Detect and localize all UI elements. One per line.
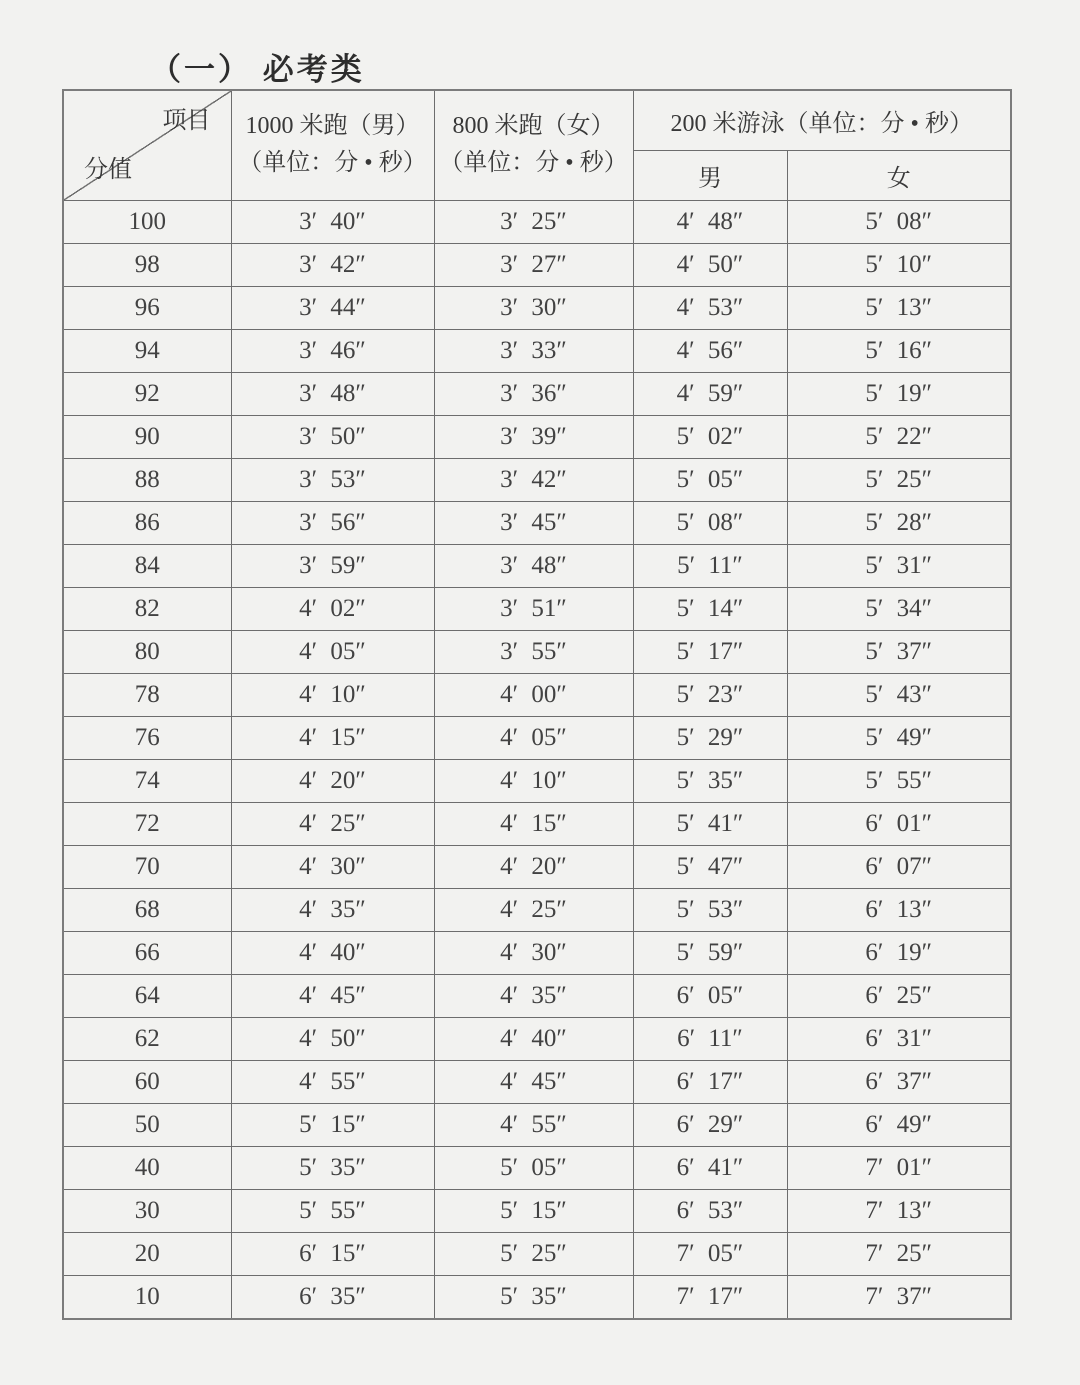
table-body: [63, 200, 1011, 1319]
table-row: [63, 200, 1011, 243]
time-800m-cell: 5′ 05″: [434, 1146, 633, 1189]
time-swim-female-cell: 6′ 13″: [787, 888, 1011, 931]
header-swim-male: 男: [633, 150, 787, 200]
time-swim-female-cell: 6′ 01″: [787, 802, 1011, 845]
score-cell: 30: [63, 1189, 231, 1232]
table-row: [63, 1103, 1011, 1146]
time-swim-male-cell: 5′ 41″: [633, 802, 787, 845]
table-row: [63, 1017, 1011, 1060]
time-800m-cell: 3′ 30″: [434, 286, 633, 329]
time-1000m-cell: 3′ 56″: [231, 501, 434, 544]
time-swim-male-cell: 4′ 53″: [633, 286, 787, 329]
score-cell: 96: [63, 286, 231, 329]
score-cell: 64: [63, 974, 231, 1017]
time-1000m-cell: 3′ 59″: [231, 544, 434, 587]
score-cell: 62: [63, 1017, 231, 1060]
time-swim-male-cell: 5′ 29″: [633, 716, 787, 759]
time-swim-female-cell: 5′ 16″: [787, 329, 1011, 372]
table-row: [63, 544, 1011, 587]
time-1000m-cell: 4′ 35″: [231, 888, 434, 931]
time-800m-cell: 4′ 05″: [434, 716, 633, 759]
time-swim-male-cell: 6′ 17″: [633, 1060, 787, 1103]
page-title: （一） 必考类: [150, 52, 365, 87]
time-swim-female-cell: 7′ 37″: [787, 1275, 1011, 1319]
table-row: [63, 1232, 1011, 1275]
table-header: [63, 90, 1011, 200]
time-1000m-cell: 3′ 48″: [231, 372, 434, 415]
time-1000m-cell: 3′ 53″: [231, 458, 434, 501]
time-swim-male-cell: 4′ 59″: [633, 372, 787, 415]
time-swim-female-cell: 6′ 19″: [787, 931, 1011, 974]
time-1000m-cell: 3′ 40″: [231, 200, 434, 243]
score-cell: 72: [63, 802, 231, 845]
time-800m-cell: 3′ 27″: [434, 243, 633, 286]
time-1000m-cell: 4′ 20″: [231, 759, 434, 802]
header-1000m-line1: 1000 米跑（男）: [245, 113, 420, 140]
header-200m-swim: 200 米游泳（单位：分 • 秒）: [633, 90, 1011, 150]
table-row: [63, 802, 1011, 845]
time-swim-male-cell: 6′ 29″: [633, 1103, 787, 1146]
time-swim-male-cell: 4′ 48″: [633, 200, 787, 243]
score-cell: 94: [63, 329, 231, 372]
time-swim-female-cell: 5′ 31″: [787, 544, 1011, 587]
time-800m-cell: 3′ 55″: [434, 630, 633, 673]
time-1000m-cell: 3′ 50″: [231, 415, 434, 458]
corner-header-cell: [63, 90, 231, 200]
time-800m-cell: 5′ 35″: [434, 1275, 633, 1319]
time-800m-cell: 4′ 00″: [434, 673, 633, 716]
time-800m-cell: 5′ 15″: [434, 1189, 633, 1232]
score-cell: 98: [63, 243, 231, 286]
time-1000m-cell: 6′ 15″: [231, 1232, 434, 1275]
time-swim-male-cell: 7′ 05″: [633, 1232, 787, 1275]
score-cell: 40: [63, 1146, 231, 1189]
time-swim-female-cell: 5′ 22″: [787, 415, 1011, 458]
time-800m-cell: 3′ 48″: [434, 544, 633, 587]
time-swim-male-cell: 5′ 05″: [633, 458, 787, 501]
table-row: [63, 243, 1011, 286]
header-1000m-line2: （单位：分 • 秒）: [238, 150, 427, 177]
time-swim-female-cell: 5′ 49″: [787, 716, 1011, 759]
time-swim-male-cell: 5′ 59″: [633, 931, 787, 974]
score-cell: 78: [63, 673, 231, 716]
time-swim-male-cell: 6′ 11″: [633, 1017, 787, 1060]
score-table: [62, 89, 1012, 1320]
time-swim-female-cell: 5′ 28″: [787, 501, 1011, 544]
time-1000m-cell: 4′ 45″: [231, 974, 434, 1017]
time-swim-male-cell: 5′ 02″: [633, 415, 787, 458]
time-1000m-cell: 4′ 25″: [231, 802, 434, 845]
table-row: [63, 845, 1011, 888]
table-row: [63, 888, 1011, 931]
time-1000m-cell: 5′ 15″: [231, 1103, 434, 1146]
time-swim-male-cell: 5′ 47″: [633, 845, 787, 888]
time-1000m-cell: 5′ 55″: [231, 1189, 434, 1232]
time-1000m-cell: 3′ 46″: [231, 329, 434, 372]
time-1000m-cell: 5′ 35″: [231, 1146, 434, 1189]
time-800m-cell: 4′ 25″: [434, 888, 633, 931]
time-swim-female-cell: 5′ 19″: [787, 372, 1011, 415]
time-800m-cell: 4′ 45″: [434, 1060, 633, 1103]
score-cell: 92: [63, 372, 231, 415]
time-swim-male-cell: 5′ 23″: [633, 673, 787, 716]
time-800m-cell: 5′ 25″: [434, 1232, 633, 1275]
table-row: [63, 1275, 1011, 1319]
time-1000m-cell: 4′ 05″: [231, 630, 434, 673]
table-row: [63, 716, 1011, 759]
score-cell: 84: [63, 544, 231, 587]
header-1000m-run-male: [231, 90, 434, 200]
table-row: [63, 1060, 1011, 1103]
time-swim-male-cell: 4′ 56″: [633, 329, 787, 372]
time-swim-female-cell: 6′ 49″: [787, 1103, 1011, 1146]
header-800m-run-female: [434, 90, 633, 200]
corner-label-item: 项目: [162, 108, 211, 134]
corner-label-score: 分值: [84, 156, 132, 183]
table-row: [63, 931, 1011, 974]
time-800m-cell: 4′ 30″: [434, 931, 633, 974]
time-swim-female-cell: 5′ 10″: [787, 243, 1011, 286]
table-row: [63, 372, 1011, 415]
score-cell: 82: [63, 587, 231, 630]
time-1000m-cell: 6′ 35″: [231, 1275, 434, 1319]
score-cell: 50: [63, 1103, 231, 1146]
time-800m-cell: 3′ 33″: [434, 329, 633, 372]
time-1000m-cell: 4′ 10″: [231, 673, 434, 716]
time-swim-female-cell: 6′ 25″: [787, 974, 1011, 1017]
time-1000m-cell: 4′ 55″: [231, 1060, 434, 1103]
header-swim-female: 女: [787, 150, 1011, 200]
time-800m-cell: 3′ 51″: [434, 587, 633, 630]
table-row: [63, 630, 1011, 673]
table-row: [63, 673, 1011, 716]
time-1000m-cell: 4′ 15″: [231, 716, 434, 759]
time-swim-male-cell: 6′ 41″: [633, 1146, 787, 1189]
header-800m-line2: （单位：分 • 秒）: [439, 150, 628, 177]
score-cell: 10: [63, 1275, 231, 1319]
score-cell: 100: [63, 200, 231, 243]
score-cell: 90: [63, 415, 231, 458]
time-800m-cell: 4′ 55″: [434, 1103, 633, 1146]
table-row: [63, 1146, 1011, 1189]
table-row: [63, 286, 1011, 329]
score-cell: 74: [63, 759, 231, 802]
score-cell: 80: [63, 630, 231, 673]
time-swim-male-cell: 5′ 11″: [633, 544, 787, 587]
table-row: [63, 501, 1011, 544]
time-swim-male-cell: 6′ 53″: [633, 1189, 787, 1232]
time-swim-female-cell: 6′ 07″: [787, 845, 1011, 888]
time-swim-female-cell: 7′ 13″: [787, 1189, 1011, 1232]
score-cell: 76: [63, 716, 231, 759]
time-swim-female-cell: 5′ 13″: [787, 286, 1011, 329]
time-800m-cell: 3′ 25″: [434, 200, 633, 243]
time-swim-male-cell: 5′ 17″: [633, 630, 787, 673]
score-cell: 20: [63, 1232, 231, 1275]
time-swim-male-cell: 5′ 08″: [633, 501, 787, 544]
time-swim-male-cell: 5′ 14″: [633, 587, 787, 630]
time-1000m-cell: 4′ 02″: [231, 587, 434, 630]
time-swim-male-cell: 6′ 05″: [633, 974, 787, 1017]
time-800m-cell: 4′ 15″: [434, 802, 633, 845]
table-row: [63, 415, 1011, 458]
table-row: [63, 974, 1011, 1017]
time-1000m-cell: 3′ 42″: [231, 243, 434, 286]
time-swim-male-cell: 5′ 35″: [633, 759, 787, 802]
time-swim-female-cell: 5′ 37″: [787, 630, 1011, 673]
time-swim-female-cell: 5′ 43″: [787, 673, 1011, 716]
time-swim-male-cell: 7′ 17″: [633, 1275, 787, 1319]
time-swim-female-cell: 6′ 37″: [787, 1060, 1011, 1103]
time-swim-female-cell: 7′ 25″: [787, 1232, 1011, 1275]
table-row: [63, 1189, 1011, 1232]
time-800m-cell: 4′ 40″: [434, 1017, 633, 1060]
time-swim-female-cell: 6′ 31″: [787, 1017, 1011, 1060]
table-row: [63, 458, 1011, 501]
time-1000m-cell: 4′ 30″: [231, 845, 434, 888]
time-800m-cell: 4′ 20″: [434, 845, 633, 888]
time-swim-female-cell: 7′ 01″: [787, 1146, 1011, 1189]
time-swim-female-cell: 5′ 55″: [787, 759, 1011, 802]
table-row: [63, 587, 1011, 630]
score-cell: 86: [63, 501, 231, 544]
time-swim-female-cell: 5′ 08″: [787, 200, 1011, 243]
time-1000m-cell: 3′ 44″: [231, 286, 434, 329]
time-800m-cell: 4′ 35″: [434, 974, 633, 1017]
time-swim-female-cell: 5′ 34″: [787, 587, 1011, 630]
time-800m-cell: 3′ 39″: [434, 415, 633, 458]
time-1000m-cell: 4′ 40″: [231, 931, 434, 974]
time-swim-female-cell: 5′ 25″: [787, 458, 1011, 501]
time-swim-male-cell: 4′ 50″: [633, 243, 787, 286]
table-row: [63, 759, 1011, 802]
score-cell: 66: [63, 931, 231, 974]
score-cell: 68: [63, 888, 231, 931]
score-cell: 88: [63, 458, 231, 501]
table-row: [63, 329, 1011, 372]
time-1000m-cell: 4′ 50″: [231, 1017, 434, 1060]
header-800m-line1: 800 米跑（女）: [452, 113, 615, 140]
score-cell: 60: [63, 1060, 231, 1103]
time-800m-cell: 3′ 42″: [434, 458, 633, 501]
time-800m-cell: 4′ 10″: [434, 759, 633, 802]
time-800m-cell: 3′ 45″: [434, 501, 633, 544]
time-800m-cell: 3′ 36″: [434, 372, 633, 415]
time-swim-male-cell: 5′ 53″: [633, 888, 787, 931]
score-cell: 70: [63, 845, 231, 888]
